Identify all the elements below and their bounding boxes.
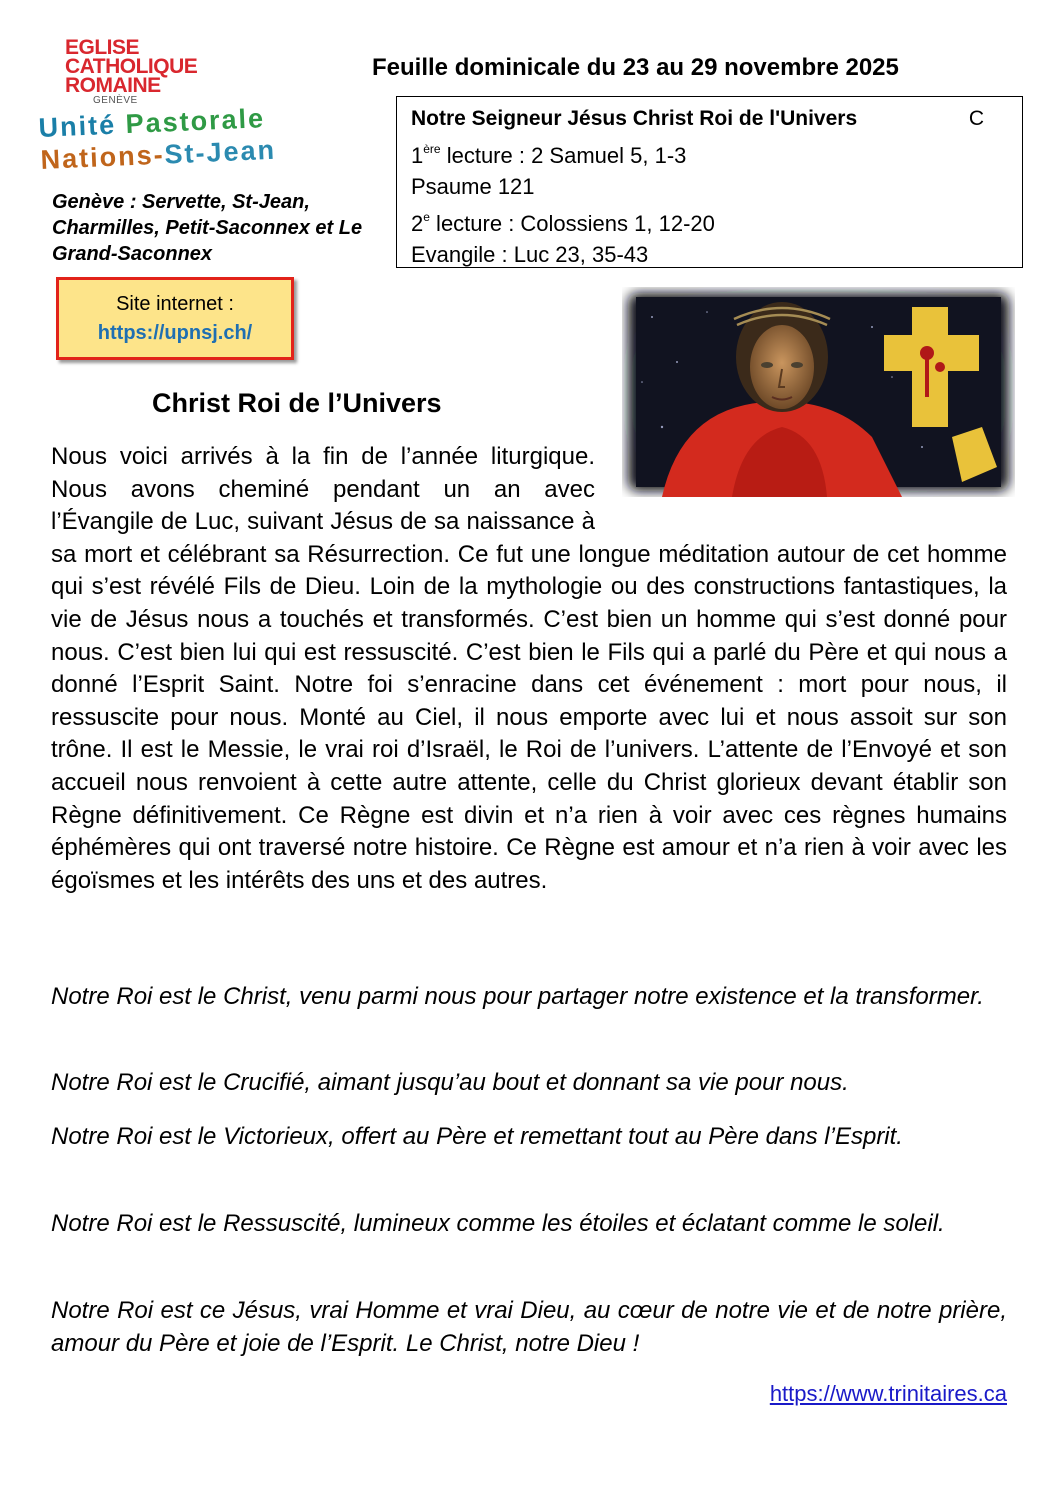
gospel-reading: Evangile : Luc 23, 35-43 (411, 242, 649, 267)
article-body-text: Nous voici arrivés à la fin de l’année liturgique. Nous avons cheminé pendant un an avec l’Évangile de Luc, suivant Jésus de sa naissance à sa mort et célébrant sa Résurrection. Ce fut une longue méditation autour de cet homme qui s’est révélé Fils de Dieu. Loin de la mythologie ou des constructions fantastiques, la vie de Jésus nous a touchés et transformés. C’est bien un homme qui s’est donné pour nous. C’est bien lui qui est ressuscité. C’est bien le Fils qui a parlé du Père et qui nous a donné l’Esprit Saint. Notre foi s’enracine dans cet événement : mort pour nous, il ressuscite pour nous. Monté au Ciel, il nous emporte avec lui et nous assoit sur son trône. Il est le Messie, le vrai roi d’Israël, le Roi de l’univers. L’attente de l’Envoyé et son accueil nous renvoient à cette autre attente, celle du Christ glorieux devant établir son Règne définitivement. Ce Règne est divin et n’a rien à voir avec ces règnes humains éphémères qui ont traversé notre histoire. Ce Règne est amour et n’a rien à voir avec les égoïsmes et les intérêts des uns et des autres. (51, 443, 1007, 894)
unit-word-unite: Unité (38, 109, 127, 143)
logo-line-1: EGLISE (65, 36, 140, 59)
psalm: Psaume 121 (411, 174, 535, 199)
quote-paragraph: Notre Roi est ce Jésus, vrai Homme et vrai Dieu, au cœur de notre vie et de notre prière, amour du Père et joie de l’Esprit. Le Christ, notre Dieu ! (51, 1297, 1007, 1357)
quote-paragraph: Notre Roi est le Christ, venu parmi nous pour partager notre existence et la transformer. (51, 983, 984, 1010)
sheet-title: Feuille dominicale du 23 au 29 novembre 2025 (372, 54, 899, 81)
quote-paragraph: Notre Roi est le Victorieux, offert au Père et remettant tout au Père dans l’Esprit. (51, 1123, 903, 1150)
logo-line-2: CATHOLIQUE (65, 55, 198, 78)
logo-line-3: ROMAINE (65, 74, 161, 97)
source-link[interactable]: https://www.trinitaires.ca (769, 1381, 1007, 1406)
logo-line-4: GENÈVE (93, 95, 138, 106)
feast-name: Notre Seigneur Jésus Christ Roi de l'Univers (411, 107, 858, 130)
parish-list: Genève : Servette, St-Jean, Charmilles, Petit-Saconnex et Le Grand-Saconnex (52, 191, 363, 265)
readings-box (396, 96, 1023, 268)
article-title: Christ Roi de l’Univers (152, 388, 442, 418)
unit-word-pastorale: Pastorale (124, 103, 266, 140)
image-wrap-spacer (595, 441, 1007, 538)
website-link[interactable]: https://upnsj.ch/ (97, 322, 253, 344)
website-box (56, 277, 294, 360)
first-reading: 1ère lecture : 2 Samuel 5, 1-3 (411, 142, 687, 168)
website-label: Site internet : (116, 293, 234, 315)
unit-word-nations: Nations- (40, 139, 166, 175)
article-body (51, 441, 1007, 897)
second-reading: 2e lecture : Colossiens 1, 12-20 (411, 210, 715, 236)
quote-paragraph: Notre Roi est le Ressuscité, lumineux comme les étoiles et éclatant comme le soleil. (51, 1210, 945, 1237)
church-logo (65, 38, 215, 106)
feast-line (411, 103, 1008, 134)
unit-word-st-jean: St-Jean (163, 134, 277, 170)
quote-paragraph: Notre Roi est le Crucifié, aimant jusqu’au bout et donnant sa vie pour nous. (51, 1069, 849, 1096)
liturgical-cycle: C (968, 107, 984, 130)
